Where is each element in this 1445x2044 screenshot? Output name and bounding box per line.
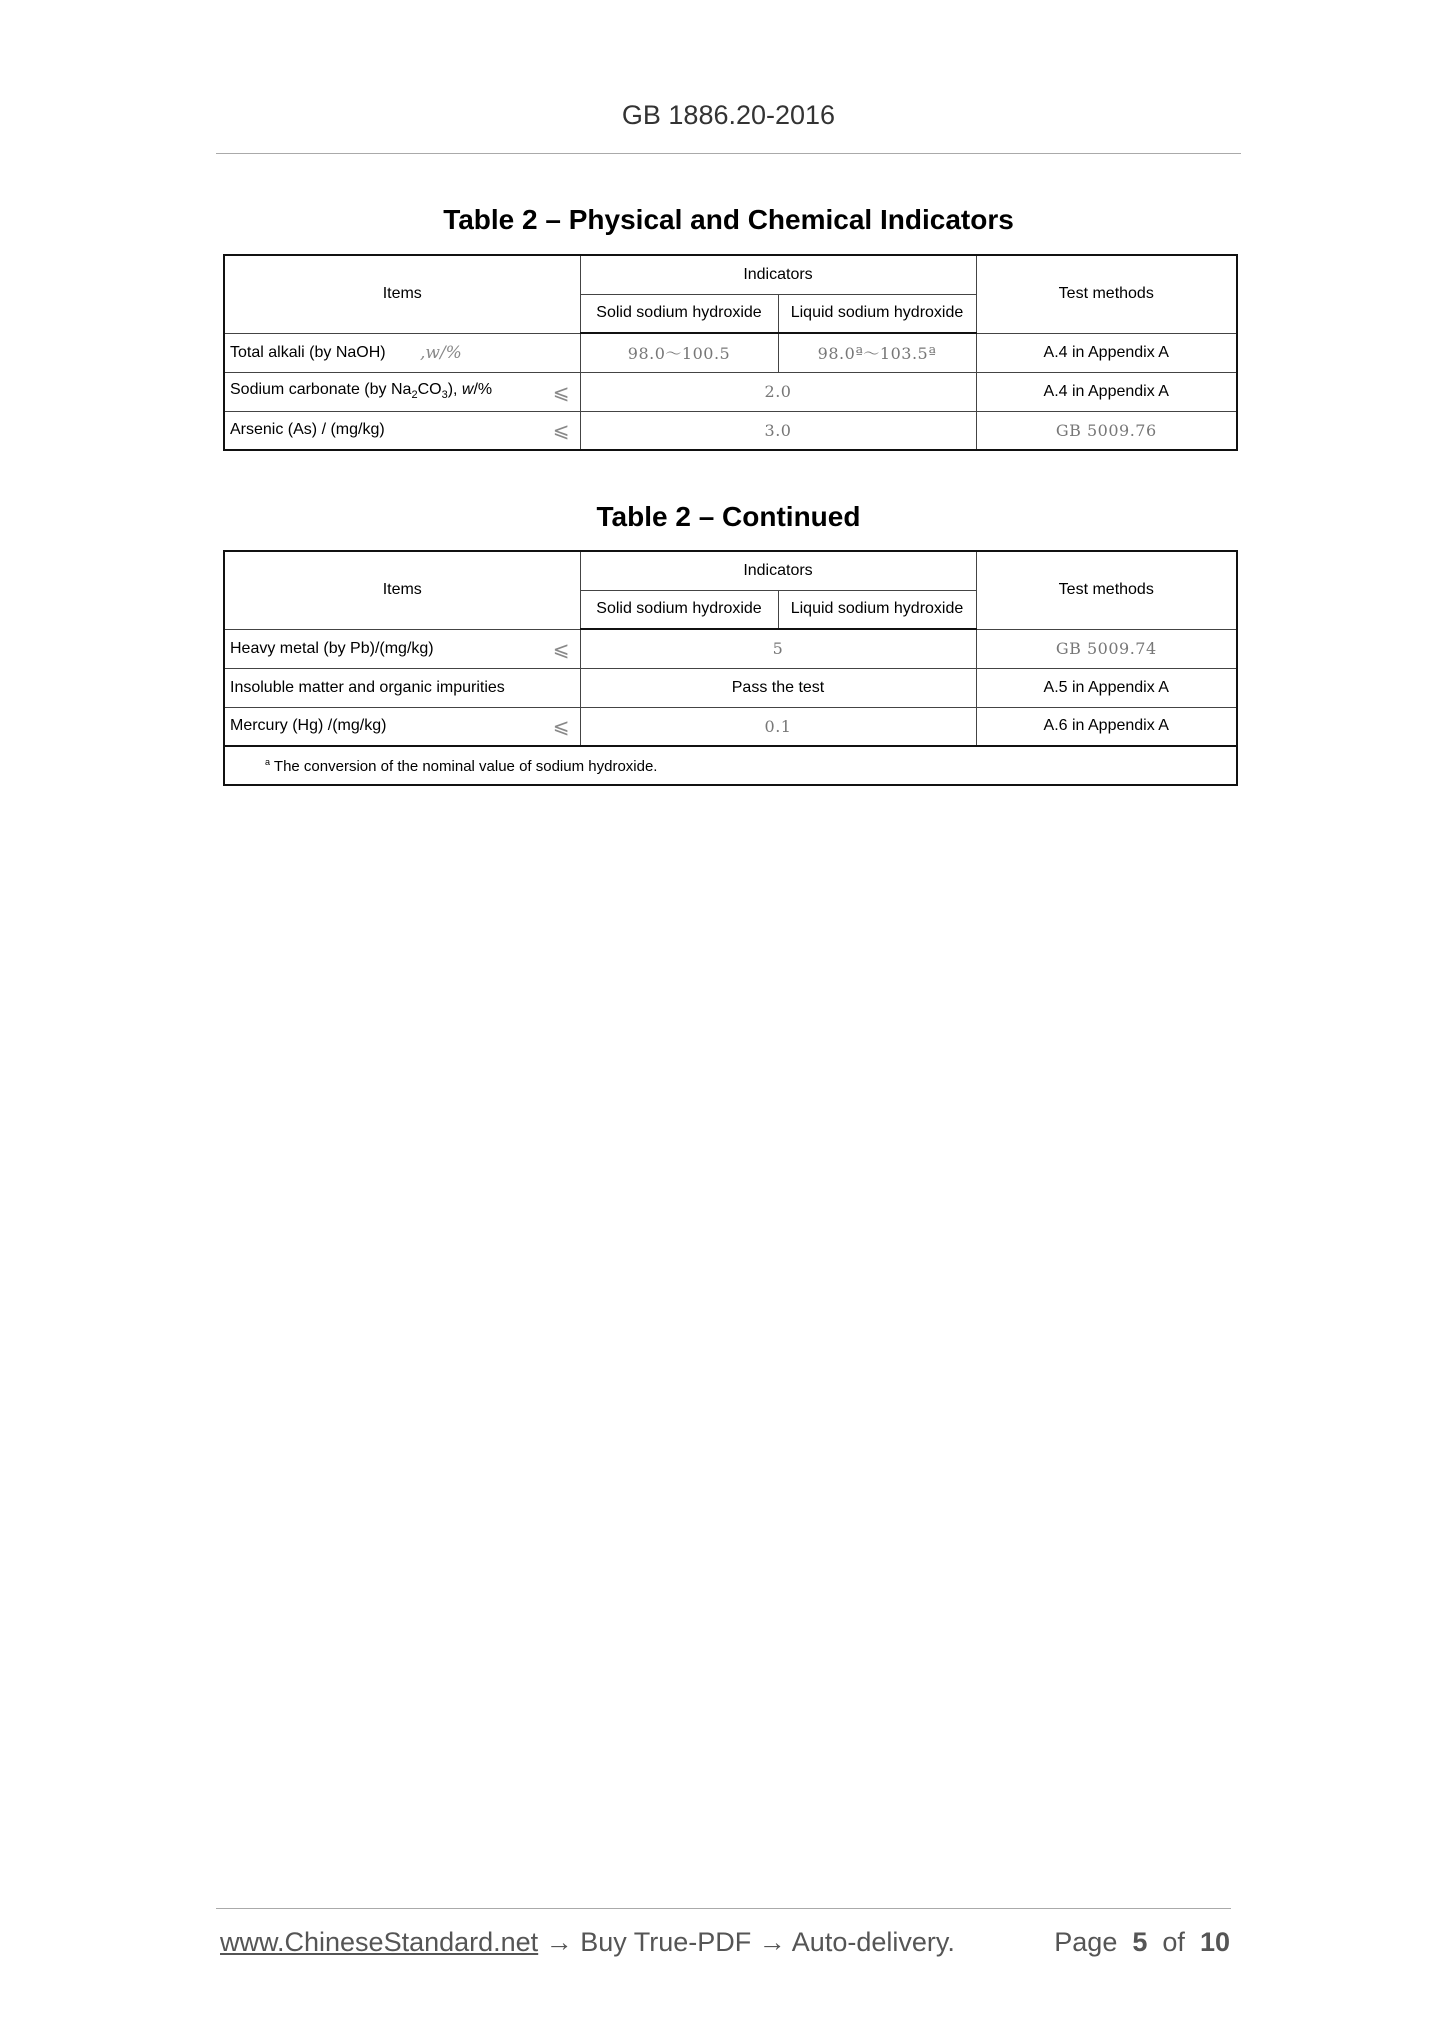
solid-value: 98.0～100.5 — [580, 333, 778, 372]
indicators-table-continued — [223, 550, 1238, 786]
less-equal-symbol: ⩽ — [552, 714, 570, 739]
table-title-continued: Table 2 – Continued — [596, 501, 861, 532]
liquid-header: Liquid sodium hydroxide — [778, 294, 976, 333]
item-cell — [224, 668, 580, 707]
footnote-mark: a — [265, 756, 271, 767]
test-methods-header: Test methods — [976, 551, 1237, 629]
item-cell — [224, 411, 580, 450]
item-cell — [224, 372, 580, 411]
indicator-value: Pass the test — [580, 668, 976, 707]
page-indicator — [1054, 1927, 1230, 1958]
indicator-value: 2.0 — [580, 372, 976, 411]
unit-label: ,w/% — [420, 342, 462, 363]
arrow-right-icon: → — [545, 1927, 573, 1957]
page-total: 10 — [1199, 1927, 1230, 1957]
items-header: Items — [224, 551, 580, 629]
arrow-right-icon: → — [758, 1927, 786, 1957]
indicator-value: 3.0 — [580, 411, 976, 450]
item-cell — [224, 333, 580, 372]
less-equal-symbol: ⩽ — [552, 379, 570, 404]
page-of: of — [1162, 1927, 1185, 1957]
test-method: A.6 in Appendix A — [976, 707, 1237, 746]
indicators-table — [223, 254, 1238, 451]
table-row — [224, 629, 1237, 668]
liquid-value: 98.0ª～103.5ª — [778, 333, 976, 372]
item-cell — [224, 629, 580, 668]
footnote-text: The conversion of the nominal value of sodium hydroxide. — [273, 757, 658, 775]
item-label: Sodium carbonate (by $Na_2CO_3$), w/% — [230, 381, 493, 402]
page-label: Page — [1054, 1927, 1118, 1957]
indicator-value: 5 — [580, 629, 976, 668]
indicator-value: 0.1 — [580, 707, 976, 746]
item-label: Total alkali (by NaOH) — [230, 343, 386, 361]
table-row — [224, 333, 1237, 372]
table-row — [224, 372, 1237, 411]
test-method: A.4 in Appendix A — [976, 372, 1237, 411]
less-equal-symbol: ⩽ — [552, 636, 570, 661]
footer-divider — [216, 1908, 1231, 1909]
site-link[interactable]: www.ChineseStandard.net — [220, 1927, 539, 1957]
item-label: Insoluble matter and organic impurities — [230, 678, 505, 696]
test-method: GB 5009.76 — [976, 411, 1237, 450]
test-method: GB 5009.74 — [976, 629, 1237, 668]
solid-header: Solid sodium hydroxide — [580, 294, 778, 333]
table-row — [224, 668, 1237, 707]
test-method: A.4 in Appendix A — [976, 333, 1237, 372]
test-methods-header: Test methods — [976, 255, 1237, 333]
page-current: 5 — [1132, 1927, 1148, 1957]
items-header: Items — [224, 255, 580, 333]
less-equal-symbol: ⩽ — [552, 418, 570, 443]
page-footer — [220, 1927, 1230, 1967]
table-row — [224, 707, 1237, 746]
indicators-header: Indicators — [580, 255, 976, 294]
table-title: Table 2 – Physical and Chemical Indicators — [443, 204, 1014, 235]
indicators-header: Indicators — [580, 551, 976, 590]
test-method: A.5 in Appendix A — [976, 668, 1237, 707]
item-cell — [224, 707, 580, 746]
document-id-header: GB 1886.20-2016 — [621, 100, 836, 130]
buy-pdf-text: Buy True-PDF — [580, 1927, 752, 1957]
table-row — [224, 411, 1237, 450]
liquid-header: Liquid sodium hydroxide — [778, 590, 976, 629]
header-divider — [216, 153, 1241, 154]
item-label: Arsenic (As) / (mg/kg) — [230, 421, 385, 439]
delivery-text: Auto-delivery. — [791, 1927, 955, 1957]
table-footnote — [224, 746, 1237, 785]
item-label: Mercury (Hg) /(mg/kg) — [230, 717, 387, 735]
solid-header: Solid sodium hydroxide — [580, 590, 778, 629]
item-label: Heavy metal (by Pb)/(mg/kg) — [230, 639, 434, 657]
